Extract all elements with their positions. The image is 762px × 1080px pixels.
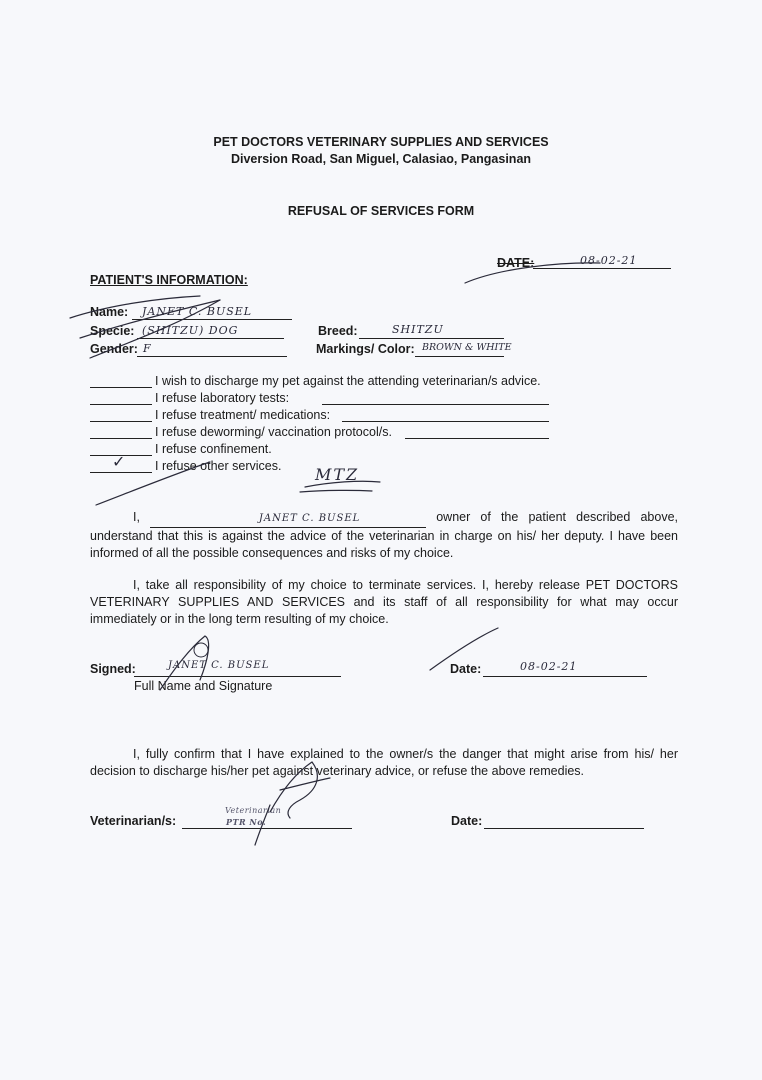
release-text: I, take all responsibility of my choice to terminate services. I, hereby release PET DOCTORS VETERINARY SUPPLIES AND SERVICES and its staff of all responsibility for what may occur immediately or in the long term resulting of my choice. [90, 578, 678, 626]
stamp-line-2: PTR No. [226, 817, 267, 827]
checklist-note: MTZ [315, 465, 360, 484]
date-value: 08-02-21 [580, 254, 638, 267]
specie-value: (SHITZU) DOG [142, 324, 239, 337]
markings-value: BROWN & WHITE [422, 342, 512, 353]
markings-label: Markings/ Color: [316, 342, 415, 356]
date-label: DATE: [497, 256, 535, 270]
signed-date-label: Date: [450, 662, 482, 676]
statement-text: owner of the patient described above, understand that this is against the advice of the veterinarian in charge on his/ her deputy. I have been informed of all the possible consequences and risks of my choice. [90, 510, 678, 560]
patient-info-heading: PATIENT'S INFORMATION: [90, 273, 248, 287]
specie-label: Specie: [90, 324, 135, 338]
stamp-line-1: Veterinarian [225, 806, 282, 815]
patient-strike-stroke-1 [70, 296, 200, 318]
vet-signature-stroke-1 [270, 762, 317, 818]
org-name: PET DOCTORS VETERINARY SUPPLIES AND SERVICES [213, 135, 549, 149]
name-label: Name: [90, 305, 129, 319]
breed-label: Breed: [318, 324, 358, 338]
check-text-5: I refuse confinement. [155, 442, 272, 456]
gender-label: Gender: [90, 342, 138, 356]
date-strike-stroke [465, 263, 600, 283]
check-mark-6: ✓ [112, 452, 127, 471]
org-address: Diversion Road, San Miguel, Calasiao, Pangasinan [230, 152, 532, 166]
check-text-1: I wish to discharge my pet against the attending veterinarian/s advice. [155, 374, 541, 388]
signature-loop [194, 643, 208, 657]
vet-signature-stroke-2 [280, 778, 330, 790]
patient-strike-stroke-2 [80, 300, 220, 338]
owner-name-value: JANET C. BUSEL [258, 513, 361, 524]
veterinarian-label: Veterinarian/s: [90, 814, 177, 828]
vet-date-label: Date: [451, 814, 483, 828]
signed-value: JANET C. BUSEL [168, 660, 270, 671]
signature-caption: Full Name and Signature [134, 679, 273, 693]
date-slash-stroke [430, 628, 498, 670]
check-text-6: I refuse other services. [155, 459, 282, 473]
signed-label: Signed: [90, 662, 136, 676]
gender-value: F [143, 342, 152, 355]
check-text-3: I refuse treatment/ medications: [155, 408, 331, 422]
name-value: JANET C. BUSEL [142, 305, 253, 318]
check-text-2: I refuse laboratory tests: [155, 391, 290, 405]
note-underline-1 [305, 481, 380, 487]
owner-signature-stroke [160, 636, 209, 690]
signed-date-value: 08-02-21 [520, 660, 578, 673]
form-title: REFUSAL OF SERVICES FORM [287, 204, 475, 218]
vet-signature-tail [255, 805, 270, 845]
statement-prefix: I, [133, 510, 140, 524]
checklist-strike-stroke [96, 462, 210, 505]
check-text-4: I refuse deworming/ vaccination protocol/s. [155, 425, 392, 439]
breed-value: SHITZU [392, 323, 444, 336]
note-underline-2 [300, 490, 372, 492]
confirmation-text: I, fully confirm that I have explained to the owner/s the danger that might arise from his/ her decision to discharge his/her pet against veterinary advice, or refuse the above remedies. [90, 747, 678, 778]
